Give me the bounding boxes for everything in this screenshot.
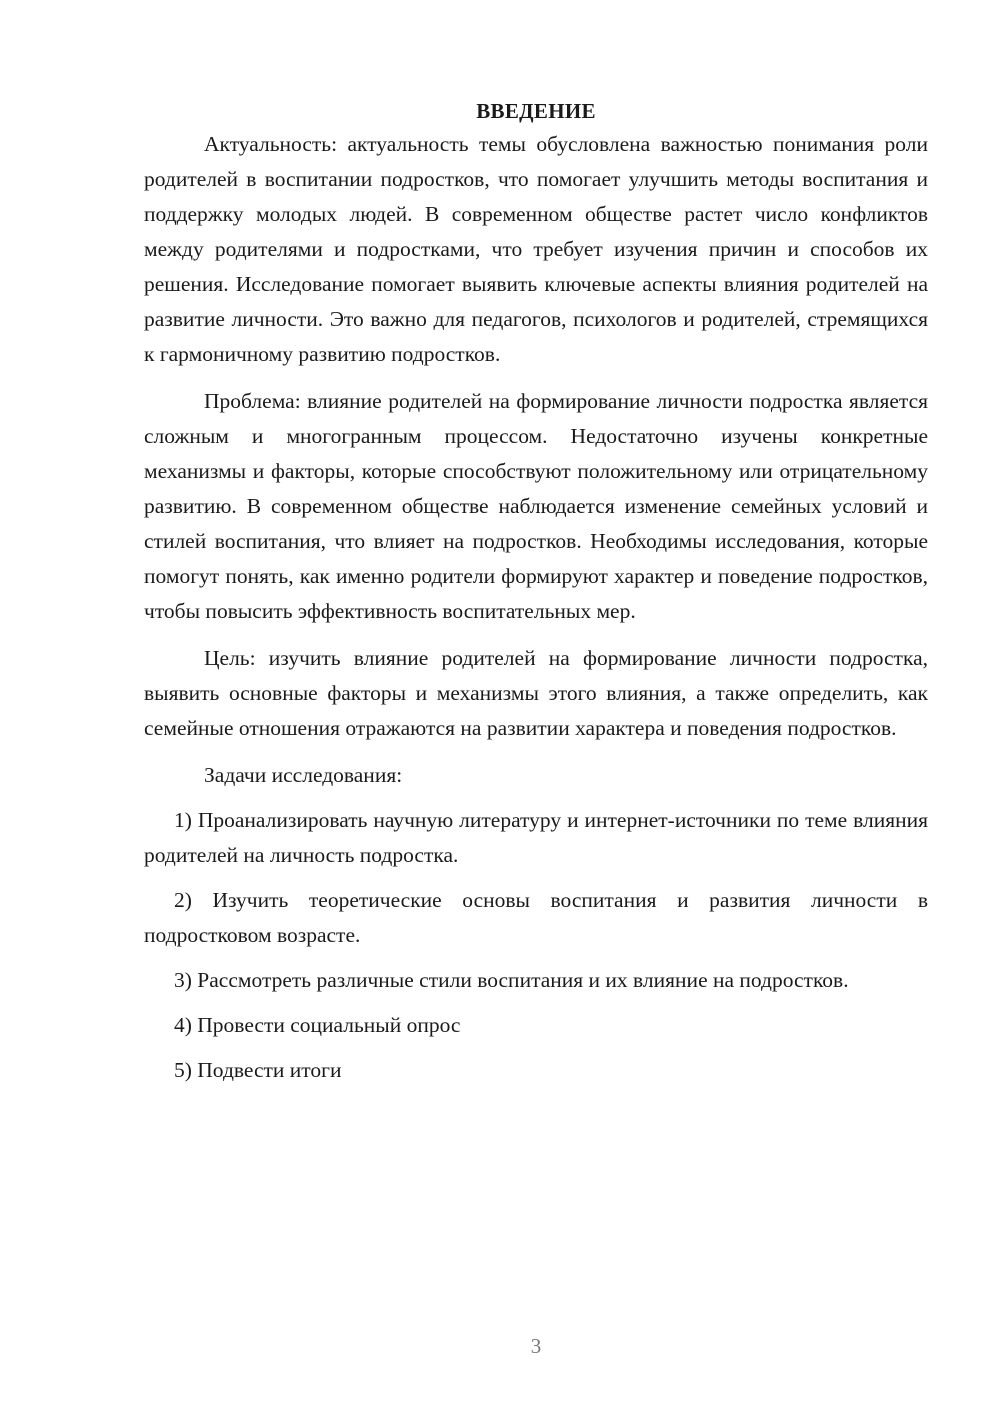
- task-item: 3) Рассмотреть различные стили воспитания и их влияние на подростков.: [174, 968, 849, 992]
- page-number: 3: [530, 1334, 542, 1358]
- section-title: ВВЕДЕНИЕ: [476, 99, 596, 123]
- task-item: 5) Подвести итоги: [174, 1058, 342, 1082]
- task-item: 1) Проанализировать научную литературу и интернет-источники по теме влияния родителей на личность подростка.: [144, 808, 928, 867]
- tasks-heading: Задачи исследования:: [204, 763, 403, 787]
- page-content: [144, 96, 928, 1098]
- goal-paragraph: Цель: изучить влияние родителей на формирование личности подростка, выявить основные факторы и механизмы этого влияния, а также определить, как семейные отношения отражаются на развитии характера и поведения подростков.: [144, 646, 928, 740]
- task-item: 2) Изучить теоретические основы воспитания и развития личности в подростковом возрасте.: [144, 888, 928, 947]
- problem-paragraph: Проблема: влияние родителей на формирование личности подростка является сложным и многогранным процессом. Недостаточно изучены конкретные механизмы и факторы, которые способствуют положительному или отрицательному развитию. В современном обществе наблюдается изменение семейных условий и стилей воспитания, что влияет на подростков. Необходимы исследования, которые помогут понять, как именно родители формируют характер и поведение подростков, чтобы повысить эффективность воспитательных мер.: [144, 389, 928, 623]
- task-item: 4) Провести социальный опрос: [174, 1013, 461, 1037]
- relevance-paragraph: Актуальность: актуальность темы обусловлена важностью понимания роли родителей в воспитании подростков, что помогает улучшить методы воспитания и поддержку молодых людей. В современном обществе растет число конфликтов между родителями и подростками, что требует изучения причин и способов их решения. Исследование помогает выявить ключевые аспекты влияния родителей на развитие личности. Это важно для педагогов, психологов и родителей, стремящихся к гармоничному развитию подростков.: [144, 132, 928, 366]
